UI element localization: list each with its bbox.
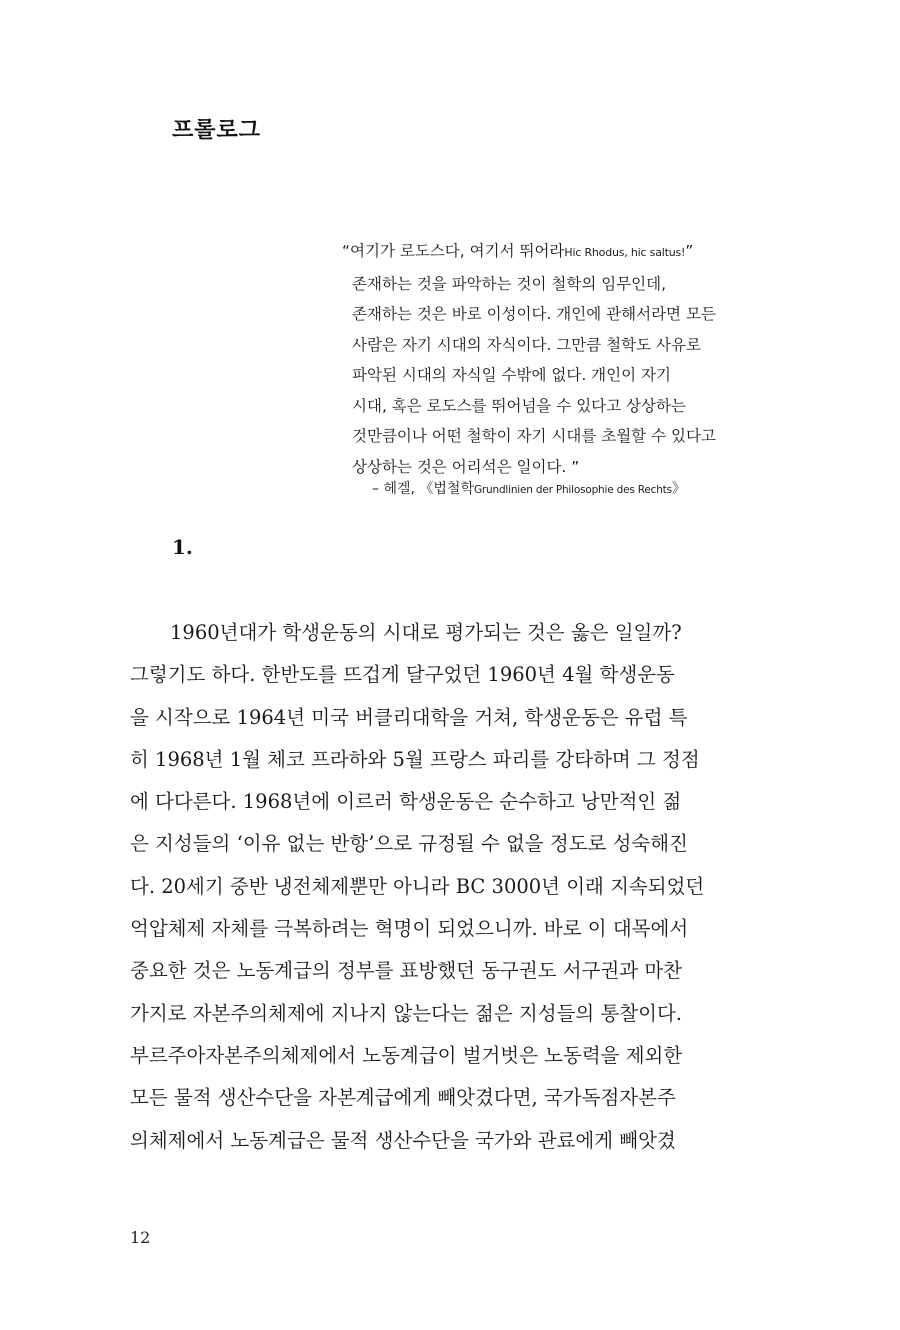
epigraph-quote-close: ” — [685, 242, 694, 260]
epigraph-line: 사람은 자기 시대의 자식이다. 그만큼 철학도 사유로 — [352, 335, 701, 354]
paragraph-line: 은 지성들의 ‘이유 없는 반항’으로 규정될 수 없을 정도로 성숙해진 — [130, 832, 688, 856]
epigraph-line: 존재하는 것은 바로 이성이다. 개인에 관해서라면 모든 — [352, 305, 716, 323]
epigraph-line: 상상하는 것은 어리석은 일이다. ” — [352, 457, 580, 476]
paragraph-line: 의체제에서 노동계급은 물적 생산수단을 국가와 관료에게 빼앗겼 — [130, 1128, 676, 1152]
paragraph-line: 모든 물적 생산수단을 자본계급에게 빼앗겼다면, 국가독점자본주 — [130, 1086, 676, 1110]
paragraph-line: 그렇기도 하다. 한반도를 뜨겁게 달구었던 1960년 4월 학생운동 — [130, 663, 675, 687]
paragraph-line: 중요한 것은 노동계급의 정부를 표방했던 동구권도 서구권과 마찬 — [130, 959, 682, 983]
paragraph-line: 다. 20세기 중반 냉전체제뿐만 아니라 BC 3000년 이래 지속되었던 — [130, 874, 705, 898]
section-number: 1. — [172, 535, 193, 559]
paragraph-line: 1960년대가 학생운동의 시대로 평가되는 것은 옳은 일일까? — [170, 621, 682, 644]
chapter-title: 프롤로그 — [172, 118, 262, 143]
epigraph-line: 존재하는 것을 파악하는 것이 철학의 임무인데, — [352, 274, 667, 293]
epigraph-quote — [342, 236, 772, 482]
paragraph-line: 부르주아자본주의체제에서 노동계급이 벌거벗은 노동력을 제외한 — [130, 1043, 683, 1067]
paragraph-line: 가지로 자본주의체제에 지나지 않는다는 젊은 지성들의 통찰이다. — [130, 1001, 682, 1025]
attribution-close: 》 — [671, 481, 686, 497]
paragraph-line: 히 1968년 1월 체코 프라하와 5월 프랑스 파리를 강타하며 그 정점 — [130, 747, 700, 771]
body-paragraph — [130, 612, 746, 1162]
attribution-original-title: Grundlinien der Philosophie des Rechts — [473, 484, 672, 496]
epigraph-attribution — [372, 478, 686, 498]
paragraph-line: 억압체제 자체를 극복하려는 혁명이 되었으니까. 바로 이 대목에서 — [130, 917, 689, 941]
attribution-author: – 헤겔, 《법철학 — [372, 481, 474, 497]
paragraph-line: 을 시작으로 1964년 미국 버클리대학을 거쳐, 학생운동은 유럽 특 — [130, 705, 688, 729]
page-number: 12 — [130, 1228, 151, 1247]
epigraph-line: 파악된 시대의 자식일 수밖에 없다. 개인이 자기 — [352, 366, 671, 384]
epigraph-line — [342, 236, 772, 269]
paragraph-line: 에 다다른다. 1968년에 이르러 학생운동은 순수하고 낭만적인 젊 — [130, 790, 682, 814]
epigraph-first-korean: “여기가 로도스다, 여기서 뛰어라 — [342, 242, 565, 260]
epigraph-line: 시대, 혹은 로도스를 뛰어넘을 수 있다고 상상하는 — [352, 396, 686, 415]
epigraph-latin: Hic Rhodus, hic saltus! — [564, 246, 686, 259]
epigraph-line: 것만큼이나 어떤 철학이 자기 시대를 초월할 수 있다고 — [352, 427, 716, 445]
